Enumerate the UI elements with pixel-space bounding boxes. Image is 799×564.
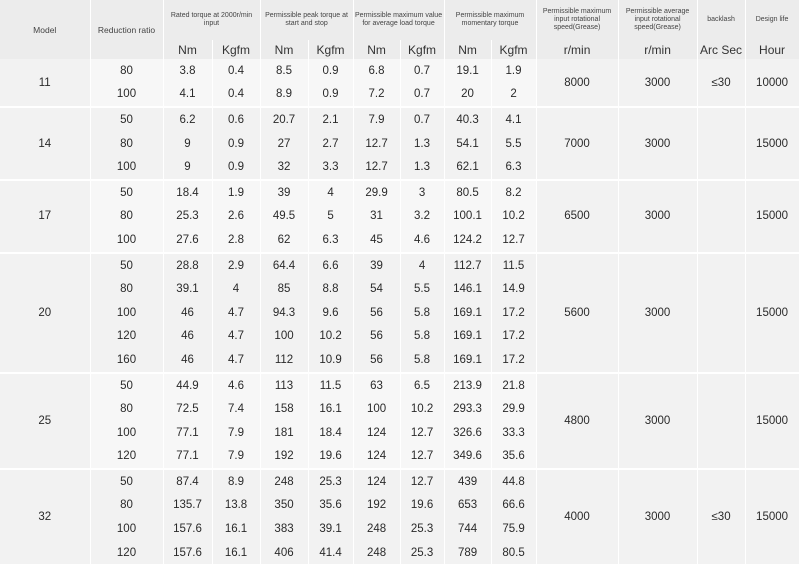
mom-nm-cell: 349.6 — [444, 445, 491, 470]
avg-nm-cell: 56 — [353, 325, 400, 349]
rated-kgfm-cell: 4.7 — [212, 301, 260, 325]
mom-kgfm-cell: 44.8 — [491, 469, 536, 494]
peak-kgfm-cell: 0.9 — [308, 83, 353, 108]
rated-kgfm-cell: 2.8 — [212, 228, 260, 253]
unit-kgfm: Kgfm — [212, 40, 260, 59]
model-cell: 25 — [0, 373, 90, 469]
mom-nm-cell: 124.2 — [444, 228, 491, 253]
peak-kgfm-cell: 4 — [308, 180, 353, 205]
mom-kgfm-cell: 14.9 — [491, 277, 536, 301]
unit-kgfm: Kgfm — [400, 40, 444, 59]
rated-kgfm-cell: 4.7 — [212, 348, 260, 373]
mom-kgfm-cell: 10.2 — [491, 205, 536, 229]
header-backlash: backlash — [697, 0, 745, 40]
peak-kgfm-cell: 25.3 — [308, 469, 353, 494]
rated-kgfm-cell: 2.6 — [212, 205, 260, 229]
unit-arcsec: Arc Sec — [697, 40, 745, 59]
table-row — [0, 373, 799, 398]
avg-kgfm-cell: 12.7 — [400, 445, 444, 470]
rated-kgfm-cell: 7.4 — [212, 397, 260, 421]
avg-nm-cell: 6.8 — [353, 59, 400, 83]
peak-kgfm-cell: 11.5 — [308, 373, 353, 398]
avg-kgfm-cell: 25.3 — [400, 517, 444, 541]
mom-kgfm-cell: 11.5 — [491, 253, 536, 278]
avg-kgfm-cell: 10.2 — [400, 397, 444, 421]
max-speed-cell: 4000 — [536, 469, 618, 564]
peak-nm-cell: 32 — [260, 155, 308, 180]
avg-kgfm-cell: 12.7 — [400, 421, 444, 445]
table-row — [0, 253, 799, 278]
peak-nm-cell: 383 — [260, 517, 308, 541]
peak-nm-cell: 64.4 — [260, 253, 308, 278]
avg-nm-cell: 12.7 — [353, 132, 400, 156]
peak-kgfm-cell: 6.3 — [308, 228, 353, 253]
ratio-cell: 50 — [90, 373, 163, 398]
peak-kgfm-cell: 18.4 — [308, 421, 353, 445]
avg-kgfm-cell: 5.8 — [400, 325, 444, 349]
rated-nm-cell: 46 — [163, 301, 212, 325]
peak-nm-cell: 406 — [260, 541, 308, 564]
table-row — [0, 59, 799, 83]
avg-nm-cell: 7.2 — [353, 83, 400, 108]
mom-nm-cell: 789 — [444, 541, 491, 564]
avg-kgfm-cell: 6.5 — [400, 373, 444, 398]
ratio-cell: 160 — [90, 348, 163, 373]
peak-kgfm-cell: 8.8 — [308, 277, 353, 301]
mom-nm-cell: 100.1 — [444, 205, 491, 229]
header-avg-input-speed: Permissible average input rotational speed(Grease) — [618, 0, 697, 40]
mom-nm-cell: 40.3 — [444, 107, 491, 132]
peak-kgfm-cell: 10.2 — [308, 325, 353, 349]
avg-nm-cell: 192 — [353, 494, 400, 518]
avg-nm-cell: 29.9 — [353, 180, 400, 205]
avg-nm-cell: 39 — [353, 253, 400, 278]
rated-nm-cell: 4.1 — [163, 83, 212, 108]
backlash-cell — [697, 373, 745, 469]
peak-kgfm-cell: 16.1 — [308, 397, 353, 421]
avg-kgfm-cell: 5.8 — [400, 348, 444, 373]
mom-nm-cell: 213.9 — [444, 373, 491, 398]
mom-kgfm-cell: 35.6 — [491, 445, 536, 470]
ratio-cell: 50 — [90, 107, 163, 132]
rated-nm-cell: 72.5 — [163, 397, 212, 421]
rated-kgfm-cell: 0.9 — [212, 155, 260, 180]
peak-nm-cell: 100 — [260, 325, 308, 349]
peak-nm-cell: 20.7 — [260, 107, 308, 132]
rated-nm-cell: 18.4 — [163, 180, 212, 205]
mom-kgfm-cell: 29.9 — [491, 397, 536, 421]
peak-nm-cell: 39 — [260, 180, 308, 205]
rated-nm-cell: 28.8 — [163, 253, 212, 278]
ratio-cell: 120 — [90, 325, 163, 349]
avg-nm-cell: 248 — [353, 517, 400, 541]
backlash-cell: ≤30 — [697, 59, 745, 107]
rated-nm-cell: 9 — [163, 155, 212, 180]
rated-nm-cell: 25.3 — [163, 205, 212, 229]
ratio-cell: 50 — [90, 469, 163, 494]
rated-kgfm-cell: 16.1 — [212, 541, 260, 564]
avg-nm-cell: 56 — [353, 348, 400, 373]
rated-kgfm-cell: 4 — [212, 277, 260, 301]
peak-kgfm-cell: 5 — [308, 205, 353, 229]
max-speed-cell: 5600 — [536, 253, 618, 373]
mom-kgfm-cell: 1.9 — [491, 59, 536, 83]
ratio-cell: 120 — [90, 541, 163, 564]
max-speed-cell: 4800 — [536, 373, 618, 469]
backlash-cell — [697, 180, 745, 253]
model-cell: 11 — [0, 59, 90, 107]
avg-nm-cell: 54 — [353, 277, 400, 301]
peak-kgfm-cell: 3.3 — [308, 155, 353, 180]
peak-nm-cell: 62 — [260, 228, 308, 253]
header-rated-torque: Rated torque at 2000r/min input — [163, 0, 260, 40]
ratio-cell: 100 — [90, 228, 163, 253]
design-life-cell: 15000 — [745, 373, 799, 469]
avg-kgfm-cell: 19.6 — [400, 494, 444, 518]
mom-kgfm-cell: 17.2 — [491, 348, 536, 373]
peak-kgfm-cell: 10.9 — [308, 348, 353, 373]
avg-kgfm-cell: 0.7 — [400, 107, 444, 132]
avg-speed-cell: 3000 — [618, 107, 697, 180]
rated-nm-cell: 77.1 — [163, 445, 212, 470]
peak-kgfm-cell: 2.1 — [308, 107, 353, 132]
ratio-cell: 100 — [90, 421, 163, 445]
table-row — [0, 469, 799, 494]
mom-nm-cell: 326.6 — [444, 421, 491, 445]
peak-nm-cell: 113 — [260, 373, 308, 398]
peak-nm-cell: 94.3 — [260, 301, 308, 325]
ratio-cell: 100 — [90, 155, 163, 180]
unit-nm: Nm — [163, 40, 212, 59]
rated-nm-cell: 157.6 — [163, 517, 212, 541]
avg-nm-cell: 124 — [353, 445, 400, 470]
rated-nm-cell: 6.2 — [163, 107, 212, 132]
avg-speed-cell: 3000 — [618, 59, 697, 107]
mom-kgfm-cell: 17.2 — [491, 301, 536, 325]
avg-kgfm-cell: 1.3 — [400, 155, 444, 180]
mom-nm-cell: 20 — [444, 83, 491, 108]
header-momentary-torque: Permissible maximum momentary torque — [444, 0, 536, 40]
backlash-cell: ≤30 — [697, 469, 745, 564]
avg-kgfm-cell: 1.3 — [400, 132, 444, 156]
mom-kgfm-cell: 5.5 — [491, 132, 536, 156]
avg-kgfm-cell: 12.7 — [400, 469, 444, 494]
backlash-cell — [697, 253, 745, 373]
rated-kgfm-cell: 0.4 — [212, 83, 260, 108]
rated-kgfm-cell: 0.6 — [212, 107, 260, 132]
unit-kgfm: Kgfm — [308, 40, 353, 59]
design-life-cell: 15000 — [745, 107, 799, 180]
unit-nm: Nm — [444, 40, 491, 59]
ratio-cell: 80 — [90, 205, 163, 229]
rated-kgfm-cell: 7.9 — [212, 421, 260, 445]
peak-kgfm-cell: 9.6 — [308, 301, 353, 325]
unit-nm: Nm — [260, 40, 308, 59]
avg-kgfm-cell: 0.7 — [400, 83, 444, 108]
peak-nm-cell: 192 — [260, 445, 308, 470]
max-speed-cell: 8000 — [536, 59, 618, 107]
unit-rpm: r/min — [536, 40, 618, 59]
mom-nm-cell: 439 — [444, 469, 491, 494]
rated-nm-cell: 44.9 — [163, 373, 212, 398]
avg-kgfm-cell: 5.5 — [400, 277, 444, 301]
avg-kgfm-cell: 4.6 — [400, 228, 444, 253]
rated-kgfm-cell: 13.8 — [212, 494, 260, 518]
avg-nm-cell: 124 — [353, 421, 400, 445]
avg-nm-cell: 7.9 — [353, 107, 400, 132]
mom-nm-cell: 54.1 — [444, 132, 491, 156]
mom-nm-cell: 169.1 — [444, 348, 491, 373]
mom-kgfm-cell: 12.7 — [491, 228, 536, 253]
mom-kgfm-cell: 4.1 — [491, 107, 536, 132]
unit-hour: Hour — [745, 40, 799, 59]
ratio-cell: 100 — [90, 517, 163, 541]
peak-kgfm-cell: 19.6 — [308, 445, 353, 470]
mom-nm-cell: 169.1 — [444, 301, 491, 325]
model-cell: 14 — [0, 107, 90, 180]
mom-nm-cell: 744 — [444, 517, 491, 541]
table-row — [0, 107, 799, 132]
avg-kgfm-cell: 4 — [400, 253, 444, 278]
rated-kgfm-cell: 8.9 — [212, 469, 260, 494]
mom-nm-cell: 112.7 — [444, 253, 491, 278]
unit-nm: Nm — [353, 40, 400, 59]
mom-kgfm-cell: 75.9 — [491, 517, 536, 541]
header-max-input-speed: Permissible maximum input rotational speed(Grease) — [536, 0, 618, 40]
peak-kgfm-cell: 35.6 — [308, 494, 353, 518]
rated-nm-cell: 39.1 — [163, 277, 212, 301]
unit-kgfm: Kgfm — [491, 40, 536, 59]
peak-nm-cell: 49.5 — [260, 205, 308, 229]
rated-nm-cell: 3.8 — [163, 59, 212, 83]
design-life-cell: 15000 — [745, 253, 799, 373]
design-life-cell: 15000 — [745, 469, 799, 564]
avg-kgfm-cell: 0.7 — [400, 59, 444, 83]
header-peak-torque: Permissible peak torque at start and stop — [260, 0, 353, 40]
rated-nm-cell: 77.1 — [163, 421, 212, 445]
rated-nm-cell: 46 — [163, 325, 212, 349]
mom-kgfm-cell: 8.2 — [491, 180, 536, 205]
avg-speed-cell: 3000 — [618, 469, 697, 564]
mom-nm-cell: 653 — [444, 494, 491, 518]
avg-nm-cell: 124 — [353, 469, 400, 494]
model-cell: 32 — [0, 469, 90, 564]
backlash-cell — [697, 107, 745, 180]
avg-nm-cell: 31 — [353, 205, 400, 229]
rated-nm-cell: 27.6 — [163, 228, 212, 253]
avg-nm-cell: 248 — [353, 541, 400, 564]
avg-kgfm-cell: 5.8 — [400, 301, 444, 325]
header-design-life: Design life — [745, 0, 799, 40]
avg-kgfm-cell: 25.3 — [400, 541, 444, 564]
ratio-cell: 50 — [90, 253, 163, 278]
ratio-cell: 100 — [90, 301, 163, 325]
unit-rpm: r/min — [618, 40, 697, 59]
mom-nm-cell: 80.5 — [444, 180, 491, 205]
header-reduction-ratio: Reduction ratio — [90, 0, 163, 59]
mom-nm-cell: 19.1 — [444, 59, 491, 83]
mom-kgfm-cell: 2 — [491, 83, 536, 108]
ratio-cell: 80 — [90, 397, 163, 421]
ratio-cell: 120 — [90, 445, 163, 470]
rated-kgfm-cell: 7.9 — [212, 445, 260, 470]
peak-nm-cell: 112 — [260, 348, 308, 373]
rated-kgfm-cell: 0.9 — [212, 132, 260, 156]
ratio-cell: 50 — [90, 180, 163, 205]
rated-nm-cell: 135.7 — [163, 494, 212, 518]
avg-speed-cell: 3000 — [618, 373, 697, 469]
mom-kgfm-cell: 33.3 — [491, 421, 536, 445]
mom-nm-cell: 146.1 — [444, 277, 491, 301]
avg-nm-cell: 100 — [353, 397, 400, 421]
rated-kgfm-cell: 0.4 — [212, 59, 260, 83]
mom-kgfm-cell: 66.6 — [491, 494, 536, 518]
avg-kgfm-cell: 3 — [400, 180, 444, 205]
ratio-cell: 100 — [90, 83, 163, 108]
mom-kgfm-cell: 17.2 — [491, 325, 536, 349]
header-avg-load-torque: Permissible maximum value for average load torque — [353, 0, 444, 40]
rated-nm-cell: 157.6 — [163, 541, 212, 564]
peak-kgfm-cell: 6.6 — [308, 253, 353, 278]
max-speed-cell: 7000 — [536, 107, 618, 180]
peak-nm-cell: 350 — [260, 494, 308, 518]
peak-kgfm-cell: 2.7 — [308, 132, 353, 156]
header-model: Model — [0, 0, 90, 59]
ratio-cell: 80 — [90, 59, 163, 83]
rated-kgfm-cell: 4.6 — [212, 373, 260, 398]
max-speed-cell: 6500 — [536, 180, 618, 253]
avg-nm-cell: 56 — [353, 301, 400, 325]
avg-nm-cell: 45 — [353, 228, 400, 253]
mom-nm-cell: 62.1 — [444, 155, 491, 180]
model-cell: 17 — [0, 180, 90, 253]
peak-nm-cell: 181 — [260, 421, 308, 445]
rated-nm-cell: 9 — [163, 132, 212, 156]
peak-kgfm-cell: 41.4 — [308, 541, 353, 564]
avg-nm-cell: 12.7 — [353, 155, 400, 180]
avg-speed-cell: 3000 — [618, 253, 697, 373]
mom-kgfm-cell: 80.5 — [491, 541, 536, 564]
peak-nm-cell: 27 — [260, 132, 308, 156]
model-cell: 20 — [0, 253, 90, 373]
ratio-cell: 80 — [90, 277, 163, 301]
mom-kgfm-cell: 6.3 — [491, 155, 536, 180]
peak-kgfm-cell: 39.1 — [308, 517, 353, 541]
spec-table-body — [0, 59, 799, 564]
design-life-cell: 15000 — [745, 180, 799, 253]
table-row — [0, 180, 799, 205]
rated-nm-cell: 46 — [163, 348, 212, 373]
avg-kgfm-cell: 3.2 — [400, 205, 444, 229]
rated-nm-cell: 87.4 — [163, 469, 212, 494]
rated-kgfm-cell: 1.9 — [212, 180, 260, 205]
avg-nm-cell: 63 — [353, 373, 400, 398]
avg-speed-cell: 3000 — [618, 180, 697, 253]
peak-nm-cell: 158 — [260, 397, 308, 421]
rated-kgfm-cell: 16.1 — [212, 517, 260, 541]
peak-nm-cell: 8.9 — [260, 83, 308, 108]
mom-nm-cell: 293.3 — [444, 397, 491, 421]
ratio-cell: 80 — [90, 494, 163, 518]
design-life-cell: 10000 — [745, 59, 799, 107]
peak-nm-cell: 85 — [260, 277, 308, 301]
mom-kgfm-cell: 21.8 — [491, 373, 536, 398]
ratio-cell: 80 — [90, 132, 163, 156]
mom-nm-cell: 169.1 — [444, 325, 491, 349]
peak-kgfm-cell: 0.9 — [308, 59, 353, 83]
peak-nm-cell: 248 — [260, 469, 308, 494]
peak-nm-cell: 8.5 — [260, 59, 308, 83]
rated-kgfm-cell: 2.9 — [212, 253, 260, 278]
rated-kgfm-cell: 4.7 — [212, 325, 260, 349]
